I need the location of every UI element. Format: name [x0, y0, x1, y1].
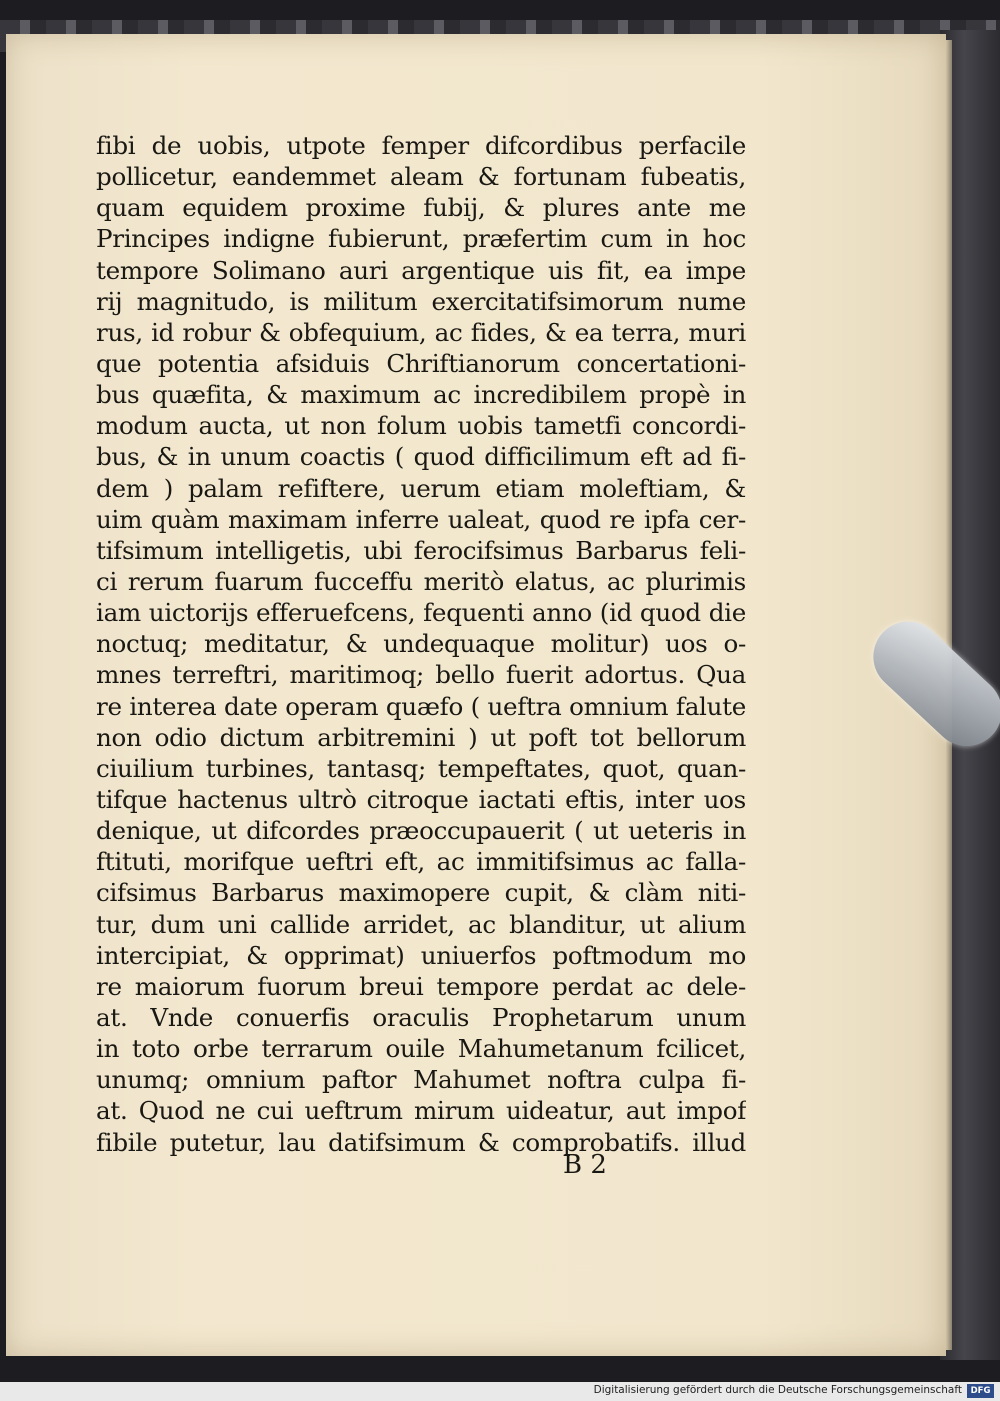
text-line: Principes indigne fubierunt, præfertim cum in hoc — [96, 224, 746, 254]
text-line: ci rerum fuarum fucceffu meritò elatus, ac plurimis — [96, 566, 746, 596]
text-line: denique, ut difcordes præoccupauerit ( ut ueteris in — [96, 816, 746, 846]
text-line: bus, & in unum coactis ( quod difficilimum eft ad fi- — [96, 442, 746, 472]
dfg-logo: DFG — [967, 1384, 994, 1398]
text-line: bus quæfita, & maximum ac incredibilem propè in — [96, 380, 746, 410]
signature-mark: B 2 — [563, 1150, 607, 1180]
text-line: uim quàm maximam inferre ualeat, quod re ipfa cer- — [96, 504, 746, 534]
text-line: iam uictorijs efferuefcens, fequenti anno (id quod die — [96, 598, 746, 628]
text-line: fibile putetur, lau datifsimum & comprobatifs. illud — [96, 1127, 746, 1157]
text-line: pollicetur, eandemmet aleam & fortunam fubeatis, — [96, 162, 746, 192]
text-line: intercipiat, & opprimat) uniuerfos poftmodum mo — [96, 940, 746, 970]
text-line: at. Quod ne cui ueftrum mirum uideatur, aut impof — [96, 1096, 746, 1126]
text-line: re interea date operam quæfo ( ueftra omnium falute — [96, 691, 746, 721]
text-line: fibi de uobis, utpote femper difcordibus perfacile — [96, 131, 746, 160]
text-line: tur, dum uni callide arridet, ac blanditur, ut alium — [96, 909, 746, 939]
text-line: rus, id robur & obfequium, ac fides, & ea terra, muri — [96, 317, 746, 347]
text-line: noctuq; meditatur, & undequaque molitur) uos o- — [96, 629, 746, 659]
text-line: tempore Solimano auri argentique uis fit, ea impe — [96, 255, 746, 285]
text-line: ciuilium turbines, tantasq; tempeftates, quot, quan- — [96, 753, 746, 783]
text-line: rij magnitudo, is militum exercitatifsimorum nume — [96, 286, 746, 316]
text-line: tifsimum intelligetis, ubi ferocifsimus Barbarus feli- — [96, 535, 746, 565]
text-line: in toto orbe terrarum ouile Mahumetanum fcilicet, — [96, 1034, 746, 1064]
footer-bar — [0, 1382, 1000, 1401]
footer-credit: Digitalisierung gefördert durch die Deutsche Forschungsgemeinschaft — [593, 1384, 962, 1396]
text-line: tifque hactenus ultrò citroque iactati eftis, inter uos — [96, 784, 746, 814]
text-line: at. Vnde conuerfis oraculis Prophetarum unum — [96, 1002, 746, 1032]
text-line: non odio dictum arbitremini ) ut poft tot bellorum — [96, 722, 746, 752]
text-line: que potentia afsiduis Chriftianorum concertationi- — [96, 348, 746, 378]
text-block — [96, 130, 746, 1158]
text-line: quam equidem proxime fubij, & plures ante me — [96, 193, 746, 223]
text-line: dem ) palam refiftere, uerum etiam moleftiam, & — [96, 473, 746, 503]
text-line: re maiorum fuorum breui tempore perdat ac dele- — [96, 971, 746, 1001]
text-line: unumq; omnium paftor Mahumet noftra culpa fi- — [96, 1065, 746, 1095]
text-line: cifsimus Barbarus maximopere cupit, & clàm niti- — [96, 878, 746, 908]
text-line: ftituti, morifque ueftri eft, ac immitifsimus ac falla- — [96, 847, 746, 877]
text-line: modum aucta, ut non folum uobis tametfi concordi- — [96, 411, 746, 441]
text-line: mnes terreftri, maritimoq; bello fuerit adortus. Qua — [96, 660, 746, 690]
